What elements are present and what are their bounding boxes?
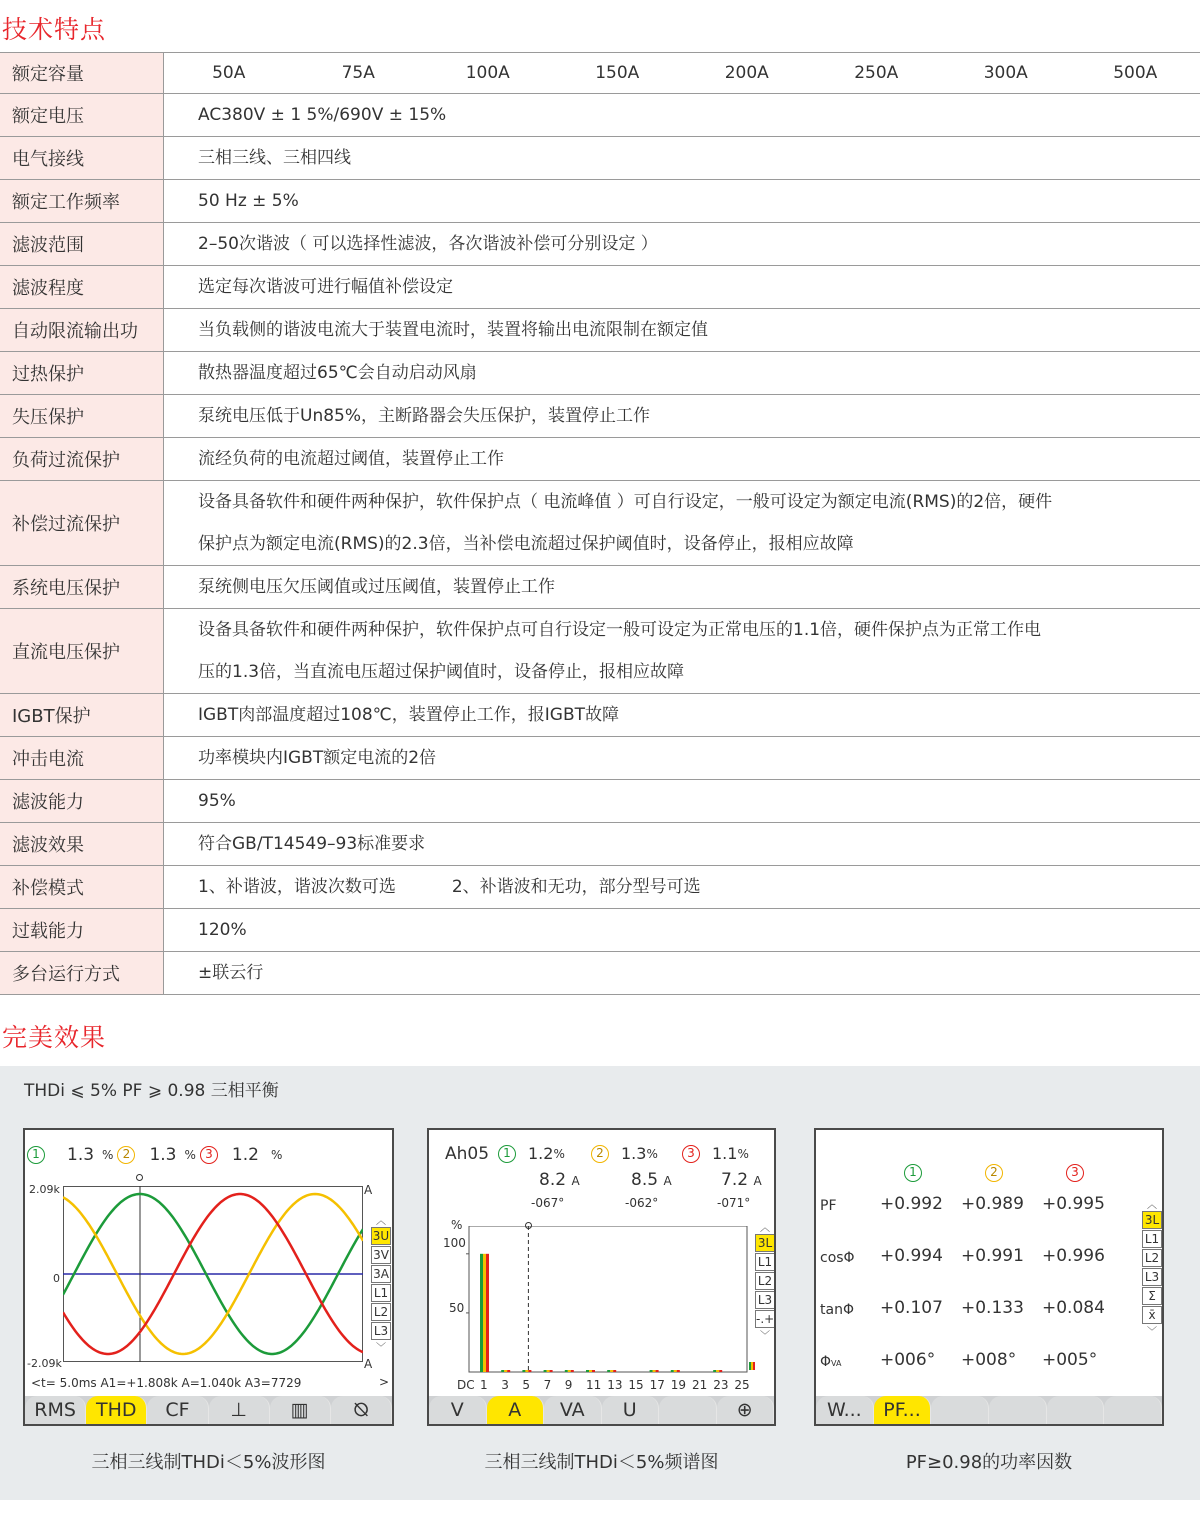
scroll-down-icon[interactable]: ﹀ [376, 1343, 386, 1354]
spec-value-line: 功率模块内IGBT额定电流的2倍 [198, 748, 437, 768]
pf-channel-3l[interactable]: 3L [1142, 1211, 1162, 1229]
spec-value-line: 120% [198, 920, 247, 940]
spectrum-x-label: 7 [543, 1378, 552, 1392]
spec-row [0, 137, 1200, 180]
tab-empty-5[interactable] [1047, 1396, 1105, 1424]
spec-value-line: 2–50次谐波（ 可以选择性滤波，各次谐波补偿可分别设定 ） [198, 234, 658, 254]
spec-label: 失压保护 [0, 395, 164, 437]
mode-2: 2、补谐波和无功，部分型号可选 [451, 877, 701, 897]
capacity-value: 250A [854, 63, 899, 83]
spectrum-bar-h19-l2 [674, 1370, 677, 1372]
spec-angle-2: -062° [625, 1196, 659, 1210]
pf-row-label-text: tanΦ [820, 1302, 854, 1318]
spectrum-bar-h19-l3 [677, 1370, 680, 1372]
spectrum-x-label: 15 [628, 1378, 644, 1392]
pf-channel-l3[interactable]: L3 [1142, 1268, 1162, 1286]
spectrum-x-label: 11 [586, 1378, 602, 1392]
spec-amp-3-unit: A [753, 1174, 762, 1188]
spectrum-x-label: 17 [649, 1378, 665, 1392]
spec-row [0, 909, 1200, 952]
cursor-handle[interactable] [136, 1174, 143, 1181]
right-top-label: A [364, 1183, 373, 1197]
tab-empty[interactable] [659, 1396, 717, 1424]
pf-channel-l2[interactable]: L2 [1142, 1249, 1162, 1267]
spectrum-bar-h23-l2 [716, 1370, 719, 1372]
spectrum-caption: 三相三线制THDi＜5%频谱图 [484, 1452, 719, 1473]
spectrum-x-label: 13 [607, 1378, 623, 1392]
effect-panel [0, 1066, 1200, 1500]
pf-scroll-down-icon[interactable]: ﹀ [1147, 1327, 1157, 1338]
zoom-icon[interactable]: ⊕ [717, 1396, 775, 1424]
spec-label: 补偿过流保护 [0, 481, 164, 565]
capacity-value: 50A [212, 63, 246, 83]
spectrum-bar-h5-l1 [522, 1370, 525, 1372]
spec-value [164, 266, 1200, 308]
pf-row-label [820, 1198, 837, 1214]
y-unit-label: % [451, 1218, 463, 1232]
spec-value [164, 180, 1200, 222]
spectrum-bar-h11-l1 [586, 1370, 589, 1372]
spec-label: 冲击电流 [0, 737, 164, 779]
pf-phase-3-marker: 3 [1066, 1164, 1084, 1182]
channel-3u[interactable]: 3U [372, 1229, 390, 1243]
spec-cursor-handle[interactable] [525, 1222, 532, 1229]
spec-label: 系统电压保护 [0, 566, 164, 608]
spectrum-bar-h9-l3 [571, 1370, 574, 1372]
spectrum-bar-h17-l3 [656, 1370, 659, 1372]
spectrum-bar-h11-l2 [589, 1370, 592, 1372]
scroll-up-icon[interactable]: ︿ [376, 1216, 386, 1227]
spec-row [0, 438, 1200, 481]
spectrum-x-label: 1 [480, 1378, 488, 1392]
pf-value: +0.084 [1042, 1298, 1105, 1318]
pf-row-label-text: cosΦ [820, 1250, 855, 1266]
spec-value [164, 952, 1200, 994]
channel-3v[interactable]: 3V [371, 1246, 391, 1264]
spec-value [164, 780, 1200, 822]
capacity-value: 75A [341, 63, 375, 83]
pf-channel-sum[interactable]: Σ [1142, 1287, 1162, 1305]
spec-phase-3 [682, 1144, 749, 1163]
spec-value-line: 选定每次谐波可进行幅值补偿设定 [198, 277, 453, 297]
pf-row-label-text: Φ [820, 1354, 832, 1370]
spectrum-bar-h3-l1 [501, 1370, 504, 1372]
spectrum-x-label: 25 [734, 1378, 750, 1392]
power-factor-caption: PF≥0.98的功率因数 [905, 1452, 1073, 1473]
spec-row [0, 309, 1200, 352]
spec-row [0, 566, 1200, 609]
spec-row [0, 737, 1200, 780]
spec-value-line: 95% [198, 791, 236, 811]
spec-value-line: IGBT肉部温度超过108℃，装置停止工作，报IGBT故障 [198, 705, 620, 725]
tab-w[interactable]: W... [816, 1396, 874, 1424]
channel-3a[interactable]: 3A [371, 1265, 391, 1283]
pf-channel-mean[interactable]: x̄ [1142, 1306, 1162, 1324]
pf-value: +0.133 [961, 1298, 1024, 1318]
spectrum-x-label: 3 [501, 1378, 509, 1392]
spectrum-bar-h17-l1 [650, 1370, 653, 1372]
spec-phase-3-pct: % [737, 1146, 749, 1161]
spectrum-bar-h1-l1 [480, 1254, 483, 1372]
pf-row-label [820, 1302, 854, 1318]
tab-pf[interactable]: PF... [874, 1396, 932, 1424]
spec-row [0, 952, 1200, 995]
spec-value-line: 设备具备软件和硬件两种保护，软件保护点可自行设定一般可设定为正常电压的1.1倍，硬件保护点为正常工作电 [198, 620, 1042, 640]
channel-l1[interactable]: L1 [371, 1284, 391, 1302]
phase-3-thd: 1.2 [231, 1145, 259, 1165]
spec-label: 滤波能力 [0, 780, 164, 822]
spec-row-capacity [0, 53, 1200, 94]
pf-phase-1-marker: 1 [904, 1164, 922, 1182]
pf-value: +0.992 [880, 1194, 943, 1214]
spectrum-bar-h7-l2 [547, 1370, 550, 1372]
vector-mode-icon[interactable]: ⦰ [331, 1396, 392, 1424]
spectrum-color-key [753, 1362, 755, 1370]
spec-table [0, 52, 1200, 995]
spec-angle-1: -067° [531, 1196, 565, 1210]
phase-2-marker: 2 [117, 1146, 135, 1164]
spec-value-line: 流经负荷的电流超过阈值，装置停止工作 [198, 449, 504, 469]
spec-phase-2 [591, 1144, 658, 1163]
spec-value [164, 137, 1200, 179]
spec-label: 负荷过流保护 [0, 438, 164, 480]
spectrum-bar-h9-l1 [565, 1370, 568, 1372]
spec-scroll-down-icon[interactable]: ﹀ [760, 1331, 770, 1342]
spec-value [164, 223, 1200, 265]
pf-value: +005° [1042, 1350, 1098, 1370]
spec-label: 直流电压保护 [0, 609, 164, 693]
spec-row [0, 223, 1200, 266]
spec-row [0, 352, 1200, 395]
spec-label: 电气接线 [0, 137, 164, 179]
spec-label: 过热保护 [0, 352, 164, 394]
phase-1-thd: 1.3 [67, 1145, 95, 1165]
spectrum-x-label: 5 [522, 1378, 531, 1392]
spec-label: 自动限流输出功 [0, 309, 164, 351]
pf-phase-2-marker: 2 [985, 1164, 1003, 1182]
tab-a[interactable]: A [487, 1396, 545, 1424]
spectrum-screen [427, 1128, 776, 1426]
spec-value [164, 481, 1200, 565]
spec-label: 补偿模式 [0, 866, 164, 908]
spec-value-line: 泵统侧电压欠压阈值或过压阈值，装置停止工作 [198, 577, 555, 597]
spec-value-line: 符合GB/T14549–93标准要求 [198, 834, 426, 854]
spectrum-header: Ah05 [445, 1144, 490, 1164]
pf-row-label-text: PF [820, 1198, 837, 1214]
waveform-caption: 三相三线制THDi＜5%波形图 [91, 1452, 326, 1473]
pf-channel-list [1142, 1198, 1162, 1338]
pf-value: +0.107 [880, 1298, 943, 1318]
spec-value [164, 866, 1200, 908]
power-factor-screen [814, 1128, 1164, 1426]
spec-amp-2-value: 8.5 [631, 1170, 659, 1190]
spectrum-bar-h17-l2 [653, 1370, 656, 1372]
spectrum-channel-list [755, 1221, 775, 1342]
spec-value [164, 909, 1200, 951]
bar-mode-icon[interactable]: ▥ [270, 1396, 331, 1424]
spec-value-line: ±联云行 [198, 963, 264, 983]
tab-v[interactable]: V [429, 1396, 487, 1424]
spectrum-bar-h23-l3 [719, 1370, 722, 1372]
y-top-label: 2.09k [29, 1183, 60, 1196]
spec-value-line [198, 866, 1200, 908]
spec-row [0, 780, 1200, 823]
y-100-label: 100 [443, 1236, 466, 1250]
spectrum-bar-h19-l1 [671, 1370, 674, 1372]
tab-empty-4[interactable] [989, 1396, 1047, 1424]
spec-value [164, 438, 1200, 480]
spec-amp-2-unit: A [663, 1174, 672, 1188]
spectrum-chart [465, 1226, 755, 1376]
channel-l3[interactable]: L3 [371, 1322, 391, 1340]
spec-value-line: 50 Hz ± 5% [198, 191, 299, 211]
spec-row [0, 694, 1200, 737]
capacity-value: 100A [465, 63, 510, 83]
tab-empty-3[interactable] [931, 1396, 989, 1424]
spectrum-bar-h9-l2 [568, 1370, 571, 1372]
pf-row-label [820, 1354, 841, 1370]
spec-phase-1-pct: % [553, 1146, 565, 1161]
spectrum-x-label: 19 [670, 1378, 687, 1392]
spectrum-x-label: 9 [564, 1378, 573, 1392]
spec-value [164, 737, 1200, 779]
pf-value: +0.989 [961, 1194, 1024, 1214]
spec-value-line: 保护点为额定电流(RMS)的2.3倍，当补偿电流超过保护阈值时，设备停止，报相应故障 [198, 534, 854, 554]
phase-1-unit: % [102, 1148, 114, 1162]
spec-label: 滤波效果 [0, 823, 164, 865]
tab-thd[interactable]: THD [86, 1396, 147, 1424]
spectrum-bar-h3-l3 [507, 1370, 510, 1372]
spec-phase-3-marker: 3 [682, 1145, 700, 1163]
mode-1: 1、补谐波，谐波次数可选 [198, 877, 396, 897]
spec-value-line: 当负载侧的谐波电流大于装置电流时，装置将输出电流限制在额定值 [198, 320, 708, 340]
spec-channel-l1[interactable]: L1 [755, 1253, 775, 1271]
spectrum-bar-h5-l3 [528, 1370, 531, 1372]
spec-amp-1-value: 8.2 [539, 1170, 567, 1190]
spec-scroll-up-icon[interactable]: ︿ [760, 1223, 770, 1234]
spec-phase-1-thd: 1.2 [528, 1144, 554, 1163]
pf-value: +0.996 [1042, 1246, 1105, 1266]
spec-row [0, 395, 1200, 438]
pf-value: +0.994 [880, 1246, 943, 1266]
spectrum-x-labels [429, 1378, 774, 1394]
spec-amp-3-value: 7.2 [721, 1170, 749, 1190]
spec-channel-3l[interactable]: 3L [755, 1234, 775, 1252]
spectrum-bar-h23-l1 [713, 1370, 716, 1372]
spectrum-bar-h1-l3 [486, 1254, 489, 1372]
capacity-value: 200A [724, 63, 769, 83]
spec-value [164, 352, 1200, 394]
spec-row [0, 266, 1200, 309]
pf-row-label [820, 1250, 855, 1266]
spec-amp-2 [631, 1170, 672, 1190]
spec-phase-3-thd: 1.1 [712, 1144, 738, 1163]
spectrum-bar-h11-l3 [592, 1370, 595, 1372]
spec-value-line: 设备具备软件和硬件两种保护，软件保护点（ 电流峰值 ）可自行设定，一般可设定为额定电流(RMS)的2倍，硬件 [198, 492, 1053, 512]
y-mid-label: 0 [53, 1272, 60, 1285]
capacity-value: 150A [595, 63, 640, 83]
spec-channel-l2[interactable]: L2 [755, 1272, 775, 1290]
spec-label: 滤波范围 [0, 223, 164, 265]
pf-channel-l1[interactable]: L1 [1142, 1230, 1162, 1248]
spectrum-bar-h7-l1 [544, 1370, 547, 1372]
cursor-mode-icon[interactable]: ⊥ [209, 1396, 270, 1424]
spec-value [164, 694, 1200, 736]
spec-label: 滤波程度 [0, 266, 164, 308]
effect-summary: THDi ⩽ 5% PF ⩾ 0.98 三相平衡 [24, 1081, 279, 1101]
specs-section-title: 技术特点 [2, 15, 107, 44]
spec-phase-1-marker: 1 [498, 1145, 516, 1163]
spectrum-tab-bar [429, 1396, 774, 1424]
spec-phase-1 [498, 1144, 565, 1163]
spec-value [164, 94, 1200, 136]
tab-u[interactable]: U [602, 1396, 660, 1424]
spec-label: 额定电压 [0, 94, 164, 136]
next-arrow-icon[interactable]: > [379, 1375, 390, 1389]
spec-amp-1 [539, 1170, 580, 1190]
spectrum-bar-h5-l2 [525, 1370, 528, 1372]
waveform-tab-bar [25, 1396, 392, 1424]
tab-va[interactable]: VA [544, 1396, 602, 1424]
channel-list [371, 1214, 391, 1354]
spec-value [164, 309, 1200, 351]
phase-3-unit: % [270, 1148, 283, 1162]
spec-label: 多台运行方式 [0, 952, 164, 994]
spectrum-bar-h3-l2 [504, 1370, 507, 1372]
y-bot-label: -2.09k [27, 1357, 62, 1370]
tab-rms[interactable]: RMS [25, 1396, 86, 1424]
waveform-plot [63, 1186, 363, 1366]
spec-row [0, 481, 1200, 566]
effect-section-title: 完美效果 [2, 1023, 107, 1052]
spec-row [0, 609, 1200, 694]
spec-phase-2-pct: % [646, 1146, 658, 1161]
tab-cf[interactable]: CF [147, 1396, 208, 1424]
capacity-value: 300A [983, 63, 1028, 83]
spectrum-x-label: 21 [692, 1378, 708, 1392]
spec-value-line: 散热器温度超过65℃会自动启动风扇 [198, 363, 477, 383]
spec-label: 额定容量 [0, 53, 164, 93]
spectrum-bar-h1-l2 [483, 1254, 486, 1372]
pf-value: +008° [961, 1350, 1017, 1370]
tab-empty-6[interactable] [1104, 1396, 1162, 1424]
channel-l2[interactable]: L2 [371, 1303, 391, 1321]
spec-row [0, 180, 1200, 223]
pf-value: +0.995 [1042, 1194, 1105, 1214]
phase-1-marker: 1 [27, 1146, 45, 1164]
phase-thd-row [27, 1145, 282, 1165]
spec-value [164, 395, 1200, 437]
pf-row-label-sub: VA [831, 1359, 842, 1368]
spec-value-line: 压的1.3倍，当直流电压超过保护阈值时，设备停止，报相应故障 [198, 662, 685, 682]
spectrum-bar-h13-l1 [607, 1370, 610, 1372]
spec-channel-l3[interactable]: L3 [755, 1291, 775, 1309]
spec-label: IGBT保护 [0, 694, 164, 736]
spec-row-mode [0, 866, 1200, 909]
spec-value-line: 泵统电压低于Un85%，主断路器会失压保护，装置停止工作 [198, 406, 651, 426]
spectrum-bar-h7-l3 [550, 1370, 553, 1372]
pf-value: +0.991 [961, 1246, 1024, 1266]
right-bot-label: A [364, 1357, 373, 1371]
spec-value-line: AC380V ± 1 5%/690V ± 15% [198, 105, 447, 125]
spec-label: 过载能力 [0, 909, 164, 951]
spectrum-bar-h13-l3 [613, 1370, 616, 1372]
spectrum-color-key [751, 1362, 753, 1370]
capacity-values [164, 53, 1200, 93]
waveform-screen [23, 1128, 394, 1426]
phase-2-unit: % [184, 1148, 196, 1162]
pf-scroll-up-icon[interactable]: ︿ [1147, 1200, 1157, 1211]
spec-value-line: 三相三线、三相四线 [198, 148, 351, 168]
spec-value [164, 609, 1200, 693]
spec-value [164, 566, 1200, 608]
spectrum-frame [469, 1226, 747, 1372]
spec-amp-1-unit: A [571, 1174, 580, 1188]
spectrum-x-label: 23 [713, 1378, 729, 1392]
y-50-label: 50 [449, 1301, 465, 1315]
phase-3-marker: 3 [200, 1146, 218, 1164]
phase-2-thd: 1.3 [149, 1145, 177, 1165]
spec-channel-sign[interactable]: -.+ [756, 1312, 775, 1326]
spec-phase-2-thd: 1.3 [621, 1144, 647, 1163]
spec-row [0, 823, 1200, 866]
pf-value: +006° [880, 1350, 936, 1370]
spec-row [0, 94, 1200, 137]
spec-amp-3 [721, 1170, 762, 1190]
spec-value [164, 823, 1200, 865]
capacity-value: 500A [1113, 63, 1158, 83]
spec-angle-3: -071° [717, 1196, 751, 1210]
spectrum-bar-h13-l2 [610, 1370, 613, 1372]
cursor-readout: <t= 5.0ms A1=+1.808k A=1.040k A3=7729 [31, 1376, 302, 1390]
spectrum-color-key [749, 1362, 751, 1370]
pf-tab-bar [816, 1396, 1162, 1424]
spec-label: 额定工作频率 [0, 180, 164, 222]
spectrum-x-label: DC [457, 1378, 475, 1392]
spec-phase-2-marker: 2 [591, 1145, 609, 1163]
